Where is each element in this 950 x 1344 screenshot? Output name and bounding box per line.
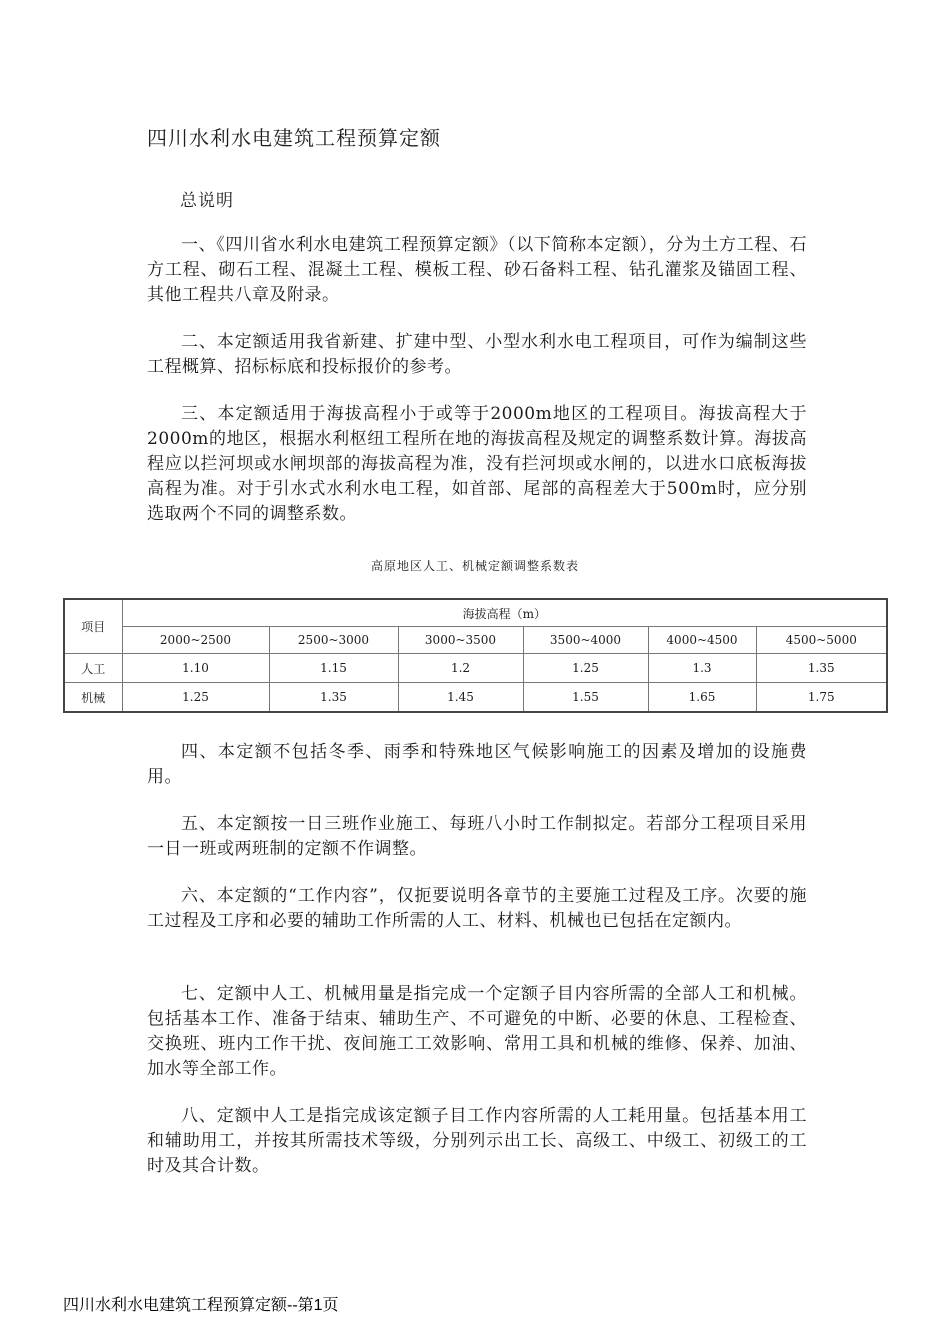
section-heading: 总说明 (180, 191, 234, 211)
column-header: 4000~4500 (648, 627, 756, 654)
corner-header: 项目 (64, 599, 122, 654)
table-row (64, 683, 887, 713)
table-cell: 1.55 (523, 683, 648, 713)
table-cell: 1.15 (269, 654, 398, 683)
table-cell: 1.45 (398, 683, 523, 713)
paragraph-8: 八、定额中人工是指完成该定额子目工作内容所需的人工耗用量。包括基本用工和辅助用工，并按其所需技术等级，分别列示出工长、高级工、中级工、初级工的工时及其合计数。 (147, 1106, 807, 1176)
table-cell: 1.2 (398, 654, 523, 683)
table-cell: 1.10 (122, 654, 269, 683)
table-cell: 1.3 (648, 654, 756, 683)
table-cell: 1.35 (269, 683, 398, 713)
table-cell: 1.25 (523, 654, 648, 683)
row-label: 机械 (64, 683, 122, 713)
paragraph-4: 四、本定额不包括冬季、雨季和特殊地区气候影响施工的因素及增加的设施费用。 (147, 742, 807, 787)
altitude-group-header: 海拔高程（m） (122, 599, 887, 627)
table-row (64, 654, 887, 683)
paragraph-1: 一、《四川省水利水电建筑工程预算定额》（以下简称本定额），分为土方工程、石方工程、砌石工程、混凝土工程、模板工程、砂石备料工程、钻孔灌浆及锚固工程、其他工程共八章及附录。 (147, 235, 807, 305)
paragraph-5: 五、本定额按一日三班作业施工、每班八小时工作制拟定。若部分工程项目采用一日一班或两班制的定额不作调整。 (147, 814, 807, 859)
page-footer: 四川水利水电建筑工程预算定额--第1页 (63, 1297, 339, 1314)
adjustment-coefficient-table (63, 598, 888, 713)
page-title: 四川水利水电建筑工程预算定额 (147, 126, 441, 150)
table-cell: 1.65 (648, 683, 756, 713)
column-header: 4500~5000 (756, 627, 887, 654)
column-header: 2500~3000 (269, 627, 398, 654)
column-header: 2000~2500 (122, 627, 269, 654)
paragraph-7: 七、定额中人工、机械用量是指完成一个定额子目内容所需的全部人工和机械。包括基本工作、准备于结束、辅助生产、不可避免的中断、必要的休息、工程检查、交换班、班内工作干扰、夜间施工工效影响、常用工具和机械的维修、保养、加油、加水等全部工作。 (147, 984, 807, 1079)
row-label: 人工 (64, 654, 122, 683)
table-cell: 1.35 (756, 654, 887, 683)
column-header: 3500~4000 (523, 627, 648, 654)
table-cell: 1.75 (756, 683, 887, 713)
table-cell: 1.25 (122, 683, 269, 713)
table-caption: 高原地区人工、机械定额调整系数表 (370, 559, 579, 573)
paragraph-6: 六、本定额的“工作内容”，仅扼要说明各章节的主要施工过程及工序。次要的施工过程及工序和必要的辅助工作所需的人工、材料、机械也已包括在定额内。 (147, 886, 807, 931)
paragraph-2: 二、本定额适用我省新建、扩建中型、小型水利水电工程项目，可作为编制这些工程概算、招标标底和投标报价的参考。 (147, 332, 807, 377)
paragraph-3: 三、本定额适用于海拔高程小于或等于2000m地区的工程项目。海拔高程大于2000m的地区，根据水利枢纽工程所在地的海拔高程及规定的调整系数计算。海拔高程应以拦河坝或水闸坝部的海拔高程为准，没有拦河坝或水闸的，以进水口底板海拔高程为准。对于引水式水利水电工程，如首部、尾部的高程差大于500m时，应分别选取两个不同的调整系数。 (147, 404, 807, 524)
column-header: 3000~3500 (398, 627, 523, 654)
